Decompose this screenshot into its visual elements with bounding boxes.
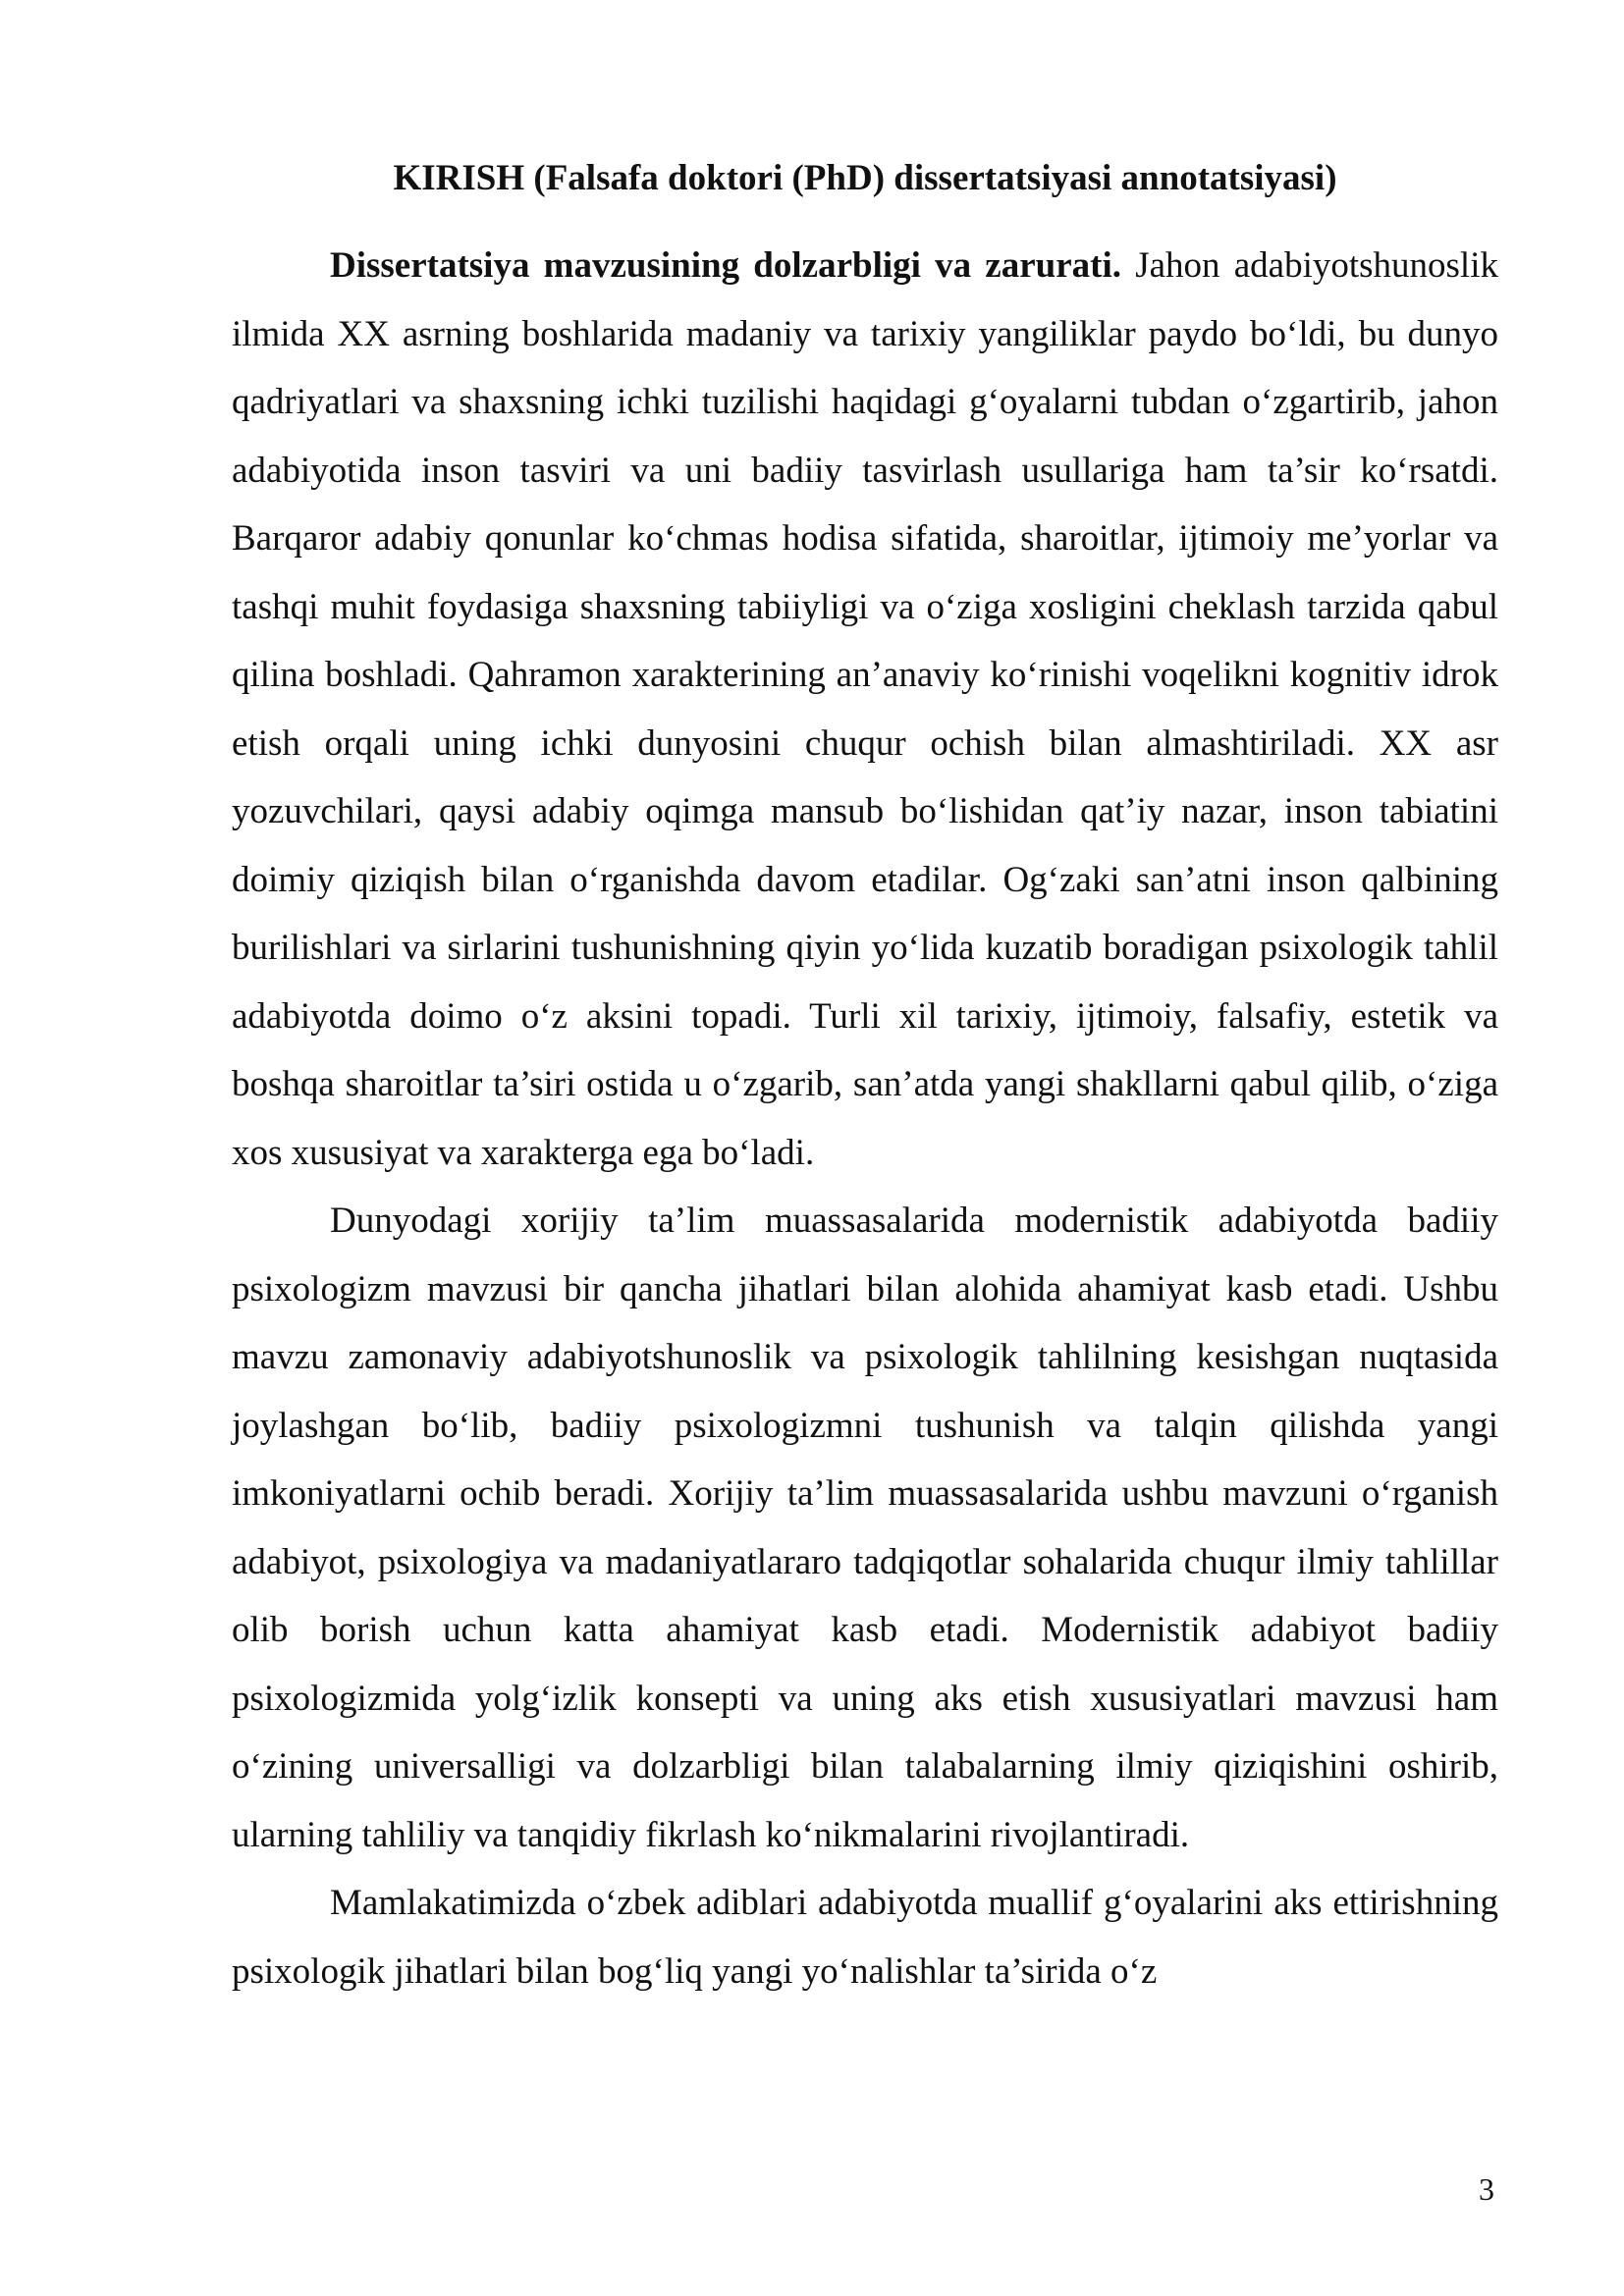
- paragraph-body: Mamlakatimizda o‘zbek adiblari adabiyotda muallif g‘oyalarini aks ettirishning psixologik jihatlari bilan bog‘liq yangi yo‘nalishlar ta’sirida o‘z: [232, 1883, 1498, 1992]
- paragraph-national-context: [232, 1869, 1498, 2005]
- paragraph-relevance: [232, 232, 1498, 1187]
- paragraph-lead-heading: Dissertatsiya mavzusining dolzarbligi va zarurati.: [330, 245, 1122, 286]
- page-number: 3: [1479, 2171, 1494, 2207]
- paragraph-body: Dunyodagi xorijiy ta’lim muassasalarida modernistik adabiyotda badiiy psixologizm mavzusi bir qancha jihatlari bilan alohida ahamiyat kasb etadi. Ushbu mavzu zamonaviy adabiyotshunoslik va psixologik tahlilning kesishgan nuqtasida joylashgan bo‘lib, badiiy psixologizmni tushunish va talqin qilishda yangi imkoniyatlarni ochib beradi. Xorijiy ta’lim muassasalarida ushbu mavzuni o‘rganish adabiyot, psixologiya va madaniyatlararo tadqiqotlar sohalarida chuqur ilmiy tahlillar olib borish uchun katta ahamiyat kasb etadi. Modernistik adabiyot badiiy psixologizmida yolg‘izlik konsepti va uning aks etish xususiyatlari mavzusi ham o‘zining universalligi va dolzarbligi bilan talabalarning ilmiy qiziqishini oshirib, ularning tahliliy va tanqidiy fikrlash ko‘nikmalarini rivojlantiradi.: [232, 1201, 1498, 1855]
- document-page: [232, 157, 1498, 2005]
- paragraph-foreign-institutions: [232, 1187, 1498, 1869]
- page-title: KIRISH (Falsafa doktori (PhD) dissertatsiyasi annotatsiyasi): [393, 158, 1337, 198]
- paragraph-body: Jahon adabiyotshunoslik ilmida XX asrning boshlarida madaniy va tarixiy yangiliklar paydo bo‘ldi, bu dunyo qadriyatlari va shaxsning ichki tuzilishi haqidagi g‘oyalarni tubdan o‘zgartirib, jahon adabiyotida inson tasviri va uni badiiy tasvirlash usullariga ham ta’sir ko‘rsatdi. Barqaror adabiy qonunlar ko‘chmas hodisa sifatida, sharoitlar, ijtimoiy me’yorlar va tashqi muhit foydasiga shaxsning tabiiyligi va o‘ziga xosligini cheklash tarzida qabul qilina boshladi. Qahramon xarakterining an’anaviy ko‘rinishi voqelikni kognitiv idrok etish orqali uning ichki dunyosini chuqur ochish bilan almashtiriladi. XX asr yozuvchilari, qaysi adabiy oqimga mansub bo‘lishidan qat’iy nazar, inson tabiatini doimiy qiziqish bilan o‘rganishda davom etadilar. Og‘zaki san’atni inson qalbining burilishlari va sirlarini tushunishning qiyin yo‘lida kuzatib boradigan psixologik tahlil adabiyotda doimo o‘z aksini topadi. Turli xil tarixiy, ijtimoiy, falsafiy, estetik va boshqa sharoitlar ta’siri ostida u o‘zgarib, san’atda yangi shakllarni qabul qilib, o‘ziga xos xususiyat va xarakterga ega bo‘ladi.: [232, 245, 1498, 1173]
